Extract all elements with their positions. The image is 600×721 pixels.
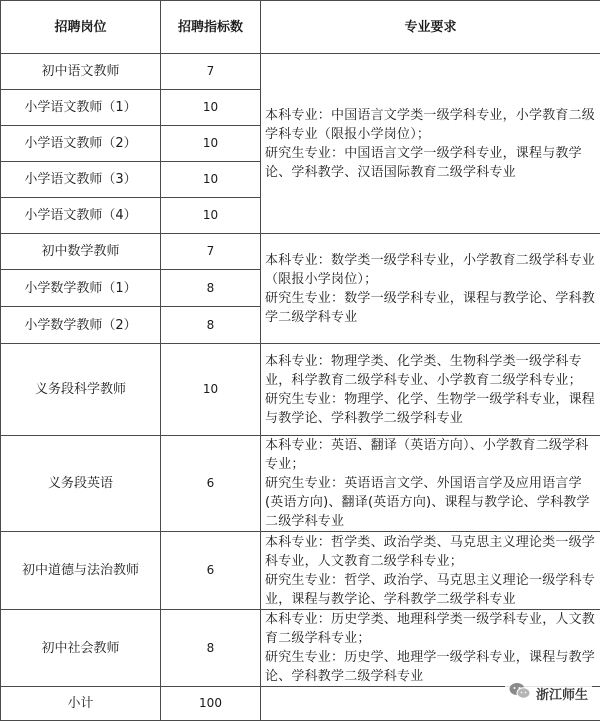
watermark — [505, 680, 592, 706]
header-row — [1, 1, 600, 54]
table-row — [1, 54, 600, 90]
requirement-cell-morality: 本科专业：哲学类、政治学类、马克思主义理论类一级学科专业，人文教育二级学科专业； 研究生专业：哲学、政治学、马克思主义理论一级学科专业，课程与教学论、学科教学二级学科专业 — [261, 532, 600, 610]
count-cell: 8 — [161, 610, 261, 687]
position-cell: 初中语文教师 — [1, 54, 161, 90]
header-count: 招聘指标数 — [161, 1, 261, 54]
table-row — [1, 532, 600, 610]
count-cell: 7 — [161, 54, 261, 90]
position-cell: 小学数学教师（2） — [1, 307, 161, 344]
wechat-icon — [509, 682, 531, 704]
count-cell: 6 — [161, 436, 261, 532]
count-cell: 6 — [161, 532, 261, 610]
table-row — [1, 234, 600, 270]
table-row — [1, 436, 600, 532]
header-requirement: 专业要求 — [261, 1, 600, 54]
header-position: 招聘岗位 — [1, 1, 161, 54]
count-cell: 10 — [161, 90, 261, 126]
total-label: 小计 — [1, 687, 161, 721]
count-cell: 8 — [161, 307, 261, 344]
position-cell: 初中社会教师 — [1, 610, 161, 687]
position-cell: 小学语文教师（3） — [1, 162, 161, 198]
count-cell: 10 — [161, 344, 261, 436]
position-cell: 义务段英语 — [1, 436, 161, 532]
table-row — [1, 344, 600, 436]
requirement-cell-social: 本科专业：历史学类、地理科学类一级学科专业，人文教育二级学科专业； 研究生专业：历史学、地理学一级学科专业，课程与教学论、学科教学二级学科专业 — [261, 610, 600, 687]
position-cell: 小学语文教师（1） — [1, 90, 161, 126]
position-cell: 小学语文教师（4） — [1, 198, 161, 234]
position-cell: 义务段科学教师 — [1, 344, 161, 436]
count-cell: 10 — [161, 198, 261, 234]
count-cell: 10 — [161, 126, 261, 162]
position-cell: 小学数学教师（1） — [1, 270, 161, 307]
requirement-cell-english: 本科专业：英语、翻译（英语方向）、小学教育二级学科专业； 研究生专业：英语语言文学、外国语言学及应用语言学(英语方向)、翻译(英语方向)、课程与教学论、学科教学二级学科专业 — [261, 436, 600, 532]
requirement-cell-math: 本科专业：数学类一级学科专业，小学教育二级学科专业（限报小学岗位）； 研究生专业：数学一级学科专业，课程与教学论、学科教学二级学科专业 — [261, 234, 600, 344]
count-cell: 10 — [161, 162, 261, 198]
position-cell: 初中数学教师 — [1, 234, 161, 270]
position-cell: 小学语文教师（2） — [1, 126, 161, 162]
total-count: 100 — [161, 687, 261, 721]
requirement-cell-science: 本科专业：物理学类、化学类、生物科学类一级学科专业，科学教育二级学科专业、小学教育二级学科专业； 研究生专业：物理学、化学、生物学一级学科专业，课程与教学论、学科教学二级学科专业 — [261, 344, 600, 436]
count-cell: 8 — [161, 270, 261, 307]
table-row — [1, 610, 600, 687]
count-cell: 7 — [161, 234, 261, 270]
requirement-cell-chinese: 本科专业：中国语言文学类一级学科专业，小学教育二级学科专业（限报小学岗位）； 研究生专业：中国语言文学一级学科专业，课程与教学论、学科教学、汉语国际教育二级学科专业 — [261, 54, 600, 234]
watermark-text: 浙江师生 — [536, 684, 588, 703]
position-cell: 初中道德与法治教师 — [1, 532, 161, 610]
